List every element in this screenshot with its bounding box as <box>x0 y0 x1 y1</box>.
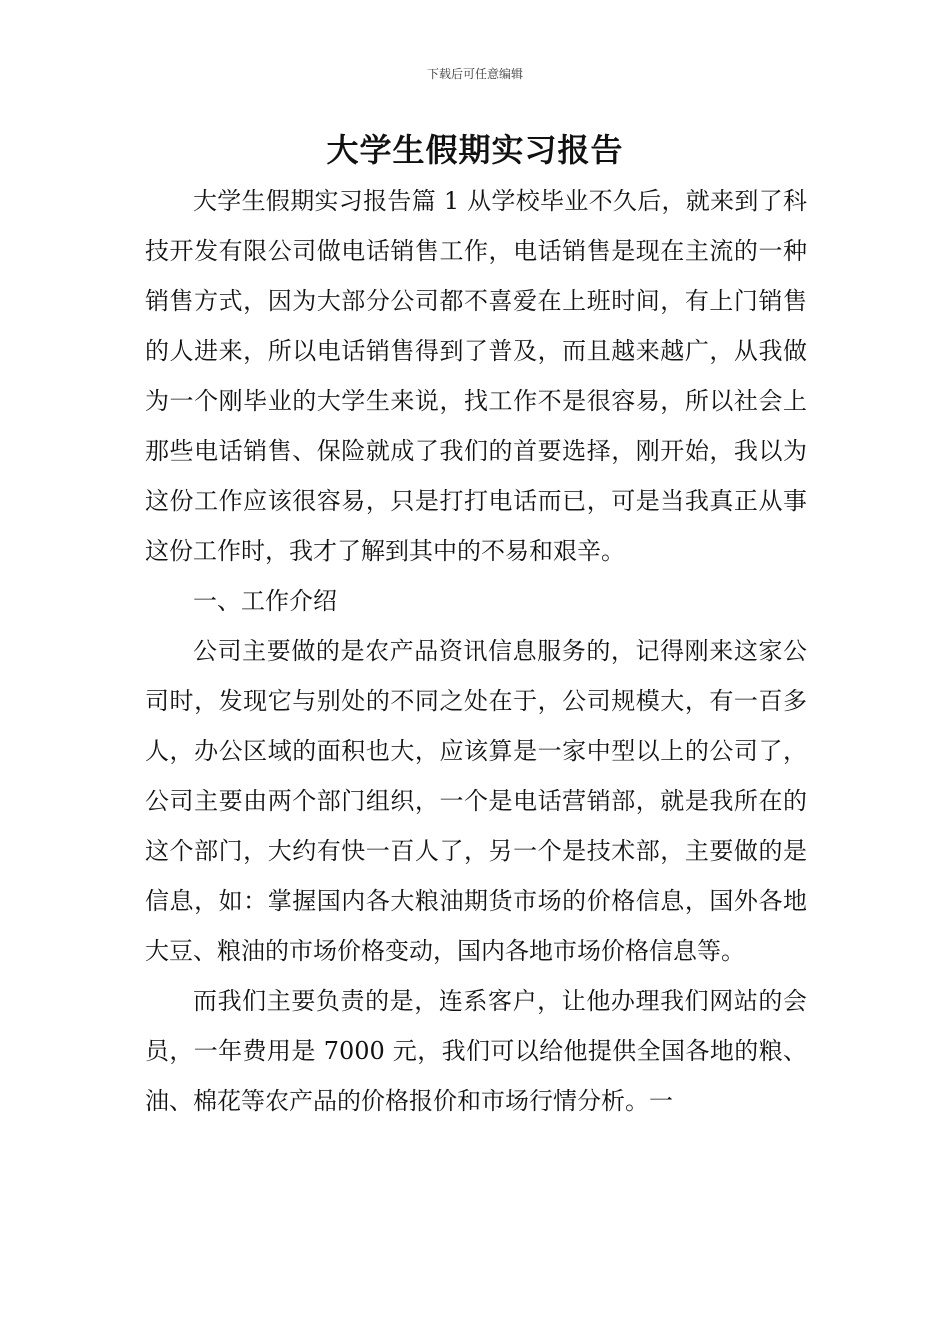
section-heading-work-intro: 一、工作介绍 <box>193 587 337 615</box>
paragraph-intro: 大学生假期实习报告篇 1 从学校毕业不久后，就来到了科技开发有限公司做电话销售工作，电话销售是现在主流的一种销售方式，因为大部分公司都不喜爱在上班时间，有上门销售的人进来，所以电话销售得到了普及，而且越来越广，从我做为一个刚毕业的大学生来说，找工作不是很容易，所以社会上那些电话销售、保险就成了我们的首要选择，刚开始，我以为这份工作应该很容易，只是打打电话而已，可是当我真正从事这份工作时，我才了解到其中的不易和艰辛。 <box>145 187 807 565</box>
header-note: 下载后可任意编辑 <box>426 67 523 81</box>
paragraph-responsibility: 而我们主要负责的是，连系客户，让他办理我们网站的会员，一年费用是 7000 元，我们可以给他提供全国各地的粮、油、棉花等农产品的价格报价和市场行情分析。一 <box>145 987 807 1115</box>
document-body <box>145 176 807 1126</box>
document-title: 大学生假期实习报告 <box>326 131 624 169</box>
paragraph-company: 公司主要做的是农产品资讯信息服务的，记得刚来这家公司时，发现它与别处的不同之处在于，公司规模大，有一百多人，办公区域的面积也大，应该算是一家中型以上的公司了，公司主要由两个部门组织，一个是电话营销部，就是我所在的这个部门，大约有快一百人了，另一个是技术部，主要做的是信息，如：掌握国内各大粮油期货市场的价格信息，国外各地大豆、粮油的市场价格变动，国内各地市场价格信息等。 <box>145 637 807 965</box>
